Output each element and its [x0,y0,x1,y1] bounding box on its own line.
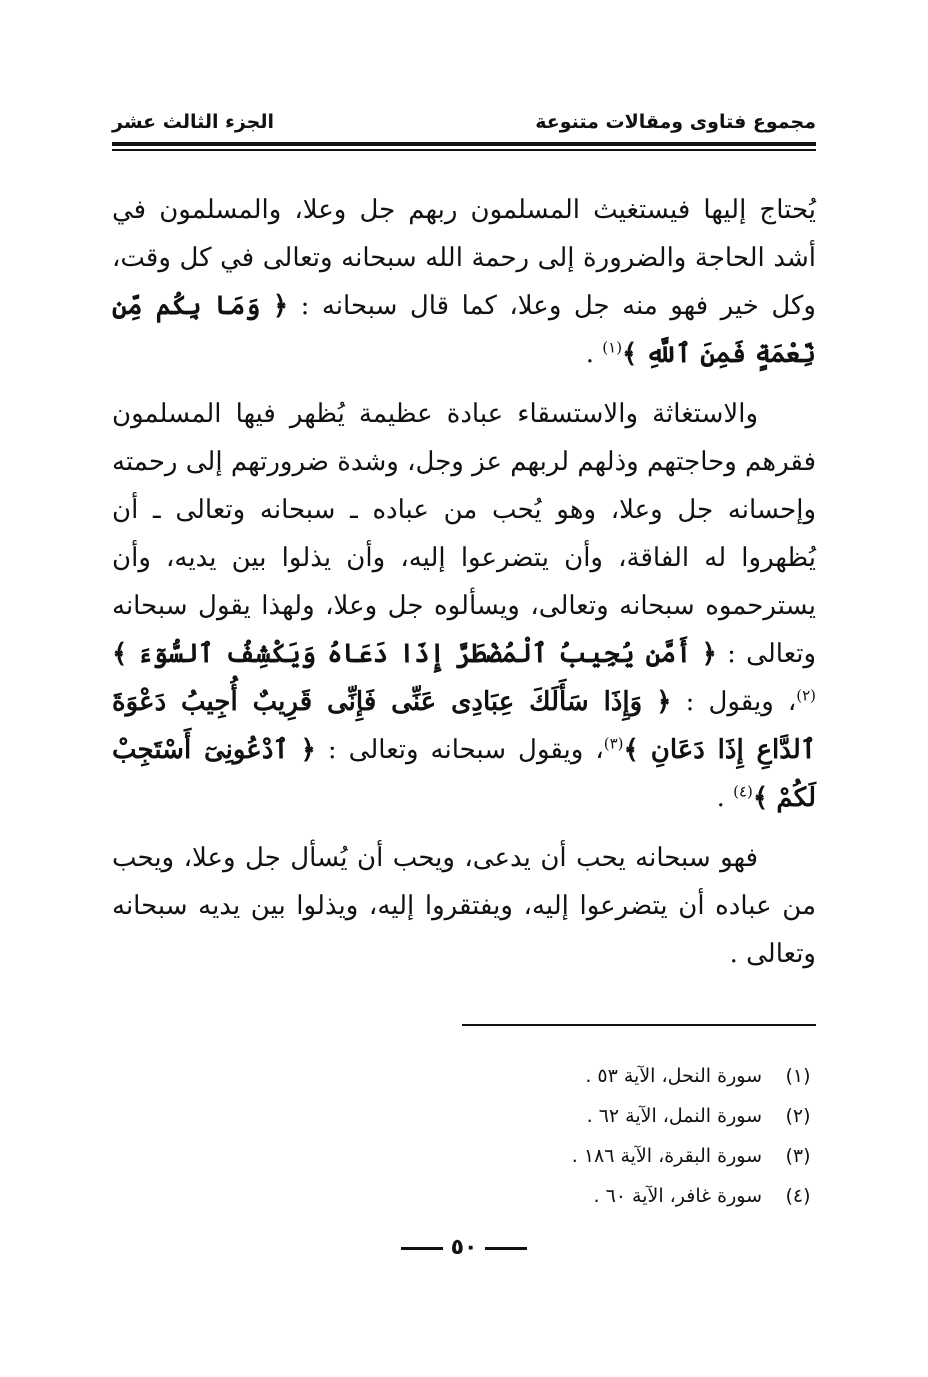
footnote-ref-1: (١) [602,338,623,357]
ornate-bracket-open: ﴿ [701,639,717,669]
footnote-text: سورة النحل، الآية ٥٣ . [585,1065,762,1087]
paragraph-1 [112,186,816,378]
footnote-ref-4: (٤) [733,782,753,801]
ornate-bracket-close: ﴾ [623,735,639,765]
ornate-bracket-open: ﴿ [656,687,672,717]
ornate-bracket-close: ﴾ [622,339,638,369]
footnotes [112,1056,816,1216]
quran-verse-4: ٱدْعُونِىٓ أَسْتَجِبْ لَكُمْ [112,735,816,813]
footnote-number: (٤) [785,1185,811,1207]
ornate-bracket-close: ﴾ [112,639,128,669]
paragraph-3-text: فهو سبحانه يحب أن يدعى، ويحب أن يُسأل جل وعلا، ويحب من عباده أن يتضرعوا إليه، ويفتقروا إليه، ويذلوا بين يديه سبحانه وتعالى . [112,843,816,969]
paragraph-2-connector-1: ، ويقول : [685,687,797,717]
page-number-value: ٥٠ [450,1235,478,1260]
ornate-bracket-close: ﴾ [752,783,769,813]
paragraph-2 [112,390,816,822]
header-rule-thick [112,142,816,146]
volume-title: الجزء الثالث عشر [112,111,275,133]
quran-verse-1: وَمَا بِكُم مِّن نِّعْمَةٍ فَمِنَ ٱللَّهِ [112,291,816,369]
footnote-item [112,1176,816,1216]
footnote-number: (٣) [785,1145,811,1167]
main-text [112,186,816,978]
footnote-ref-3: (٣) [603,734,624,753]
paragraph-3 [112,834,816,978]
paragraph-1-text: يُحتاج إليها فيستغيث المسلمون ربهم جل وعلا، والمسلمون في أشد الحاجة والضرورة إلى رحمة الله سبحانه وتعالى في كل وقت، وكل خير فهو منه جل وعلا، كما قال سبحانه : [112,195,816,321]
paragraph-2-text: والاستغاثة والاستسقاء عبادة عظيمة يُظهر فيها المسلمون فقرهم وحاجتهم وذلهم لربهم عز وجل، وشدة ضرورتهم إلى رحمته وإحسانه جل وعلا، وهو يُحب من عباده ـ سبحانه وتعالى ـ أن يُظهروا له الفاقة، وأن يتضرعوا إليه، وأن يذلوا بين يديه، وأن يسترحموه سبحانه وتعالى، ويسألوه جل وعلا، ولهذا يقول سبحانه وتعالى : [112,399,817,669]
footnote-number: (١) [785,1065,811,1087]
ornate-bracket-open: ﴿ [300,735,316,765]
paragraph-2-end: . [716,783,725,813]
page-number-dash-left [401,1247,443,1250]
header-rule-thin [112,149,816,151]
ornate-bracket-open: ﴿ [272,291,289,321]
footnote-text: سورة غافر، الآية ٦٠ . [593,1185,762,1207]
paragraph-1-end: . [585,339,594,369]
footnote-item [112,1136,816,1176]
quran-verse-2: أَمَّن يُجِيبُ ٱلْمُضْطَرَّ إِذَا دَعَاهُ وَيَكْشِفُ ٱلسُّوٓءَ [137,639,692,669]
footnote-text: سورة النمل، الآية ٦٢ . [586,1105,762,1127]
footnote-separator [462,1024,816,1026]
footnote-ref-2: (٢) [796,686,817,705]
running-header [112,108,816,136]
page-number-dash-right [485,1247,527,1250]
footnote-number: (٢) [785,1105,811,1127]
page-number [0,1235,928,1260]
footnote-item [112,1096,816,1136]
footnote-text: سورة البقرة، الآية ١٨٦ . [571,1145,762,1167]
paragraph-2-connector-2: ، ويقول سبحانه وتعالى : [327,735,604,765]
footnote-item [112,1056,816,1096]
quran-verse-3: وَإِذَا سَأَلَكَ عِبَادِى عَنِّى فَإِنِّى قَرِيبٌ أُجِيبُ دَعْوَةَ ٱلدَّاعِ إِذَا دَعَانِ [112,687,817,765]
book-title: مجموع فتاوى ومقالات متنوعة [535,111,816,133]
